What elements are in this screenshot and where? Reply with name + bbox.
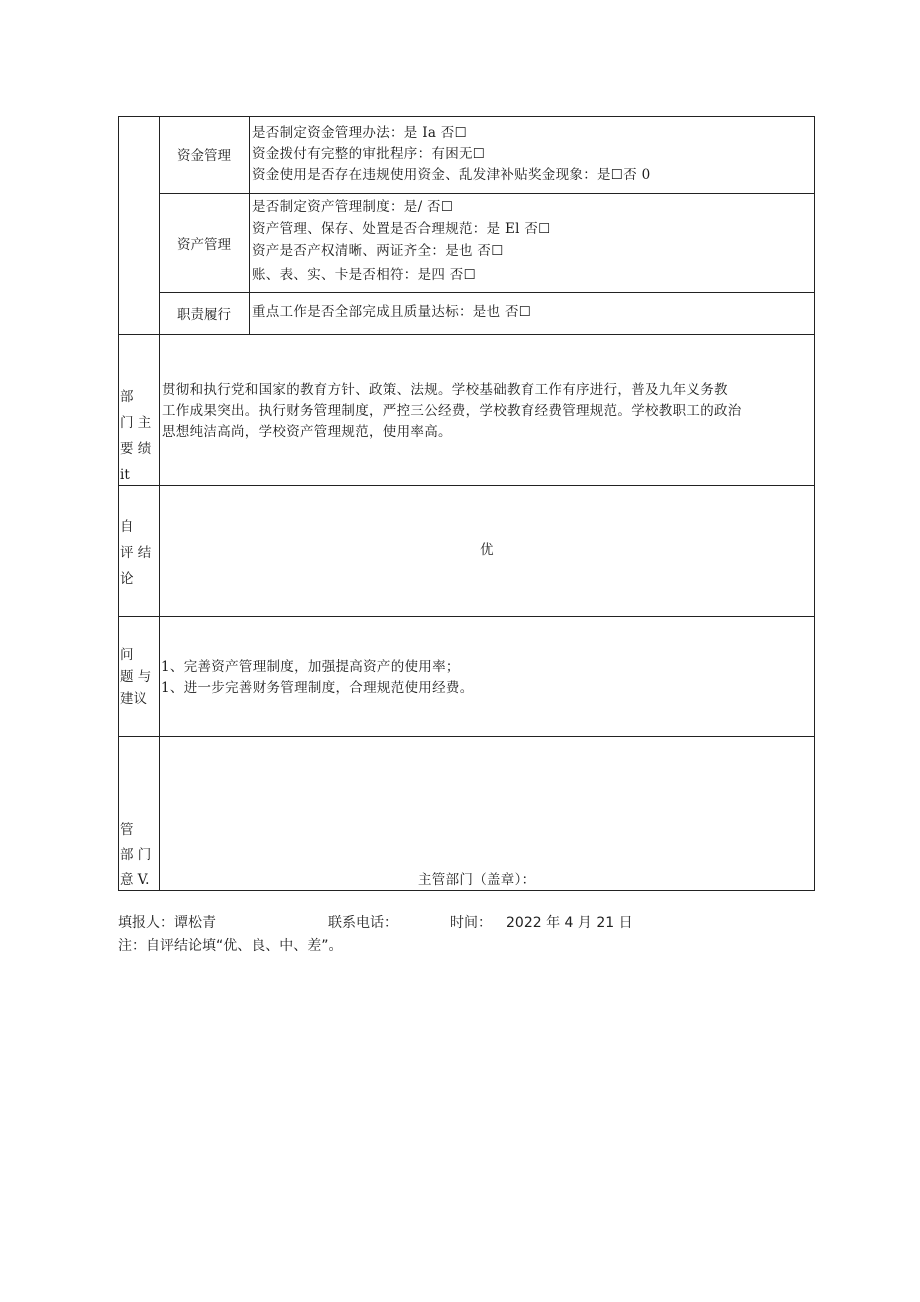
finance-label: 资金管理 [177, 148, 231, 164]
row-divider [118, 736, 815, 737]
dept-opinion-label: 管 部 门 意 V. [120, 822, 152, 888]
row-divider [159, 193, 815, 194]
assets-line: 账、表、实、卡是否相符：是四 否☐ [252, 267, 476, 283]
self-eval-value: 优 [480, 542, 494, 558]
achievements-line: 工作成果突出。执行财务管理制度，严控三公经费，学校教育经费管理规范。学校教职工的政治 [162, 403, 742, 419]
self-eval-label: 自 评 结 论 [120, 519, 152, 587]
table-border-right [814, 116, 815, 891]
achievements-label: 部 门 主 要 绩 it [120, 389, 152, 483]
achievements-line: 思想纯洁高尚，学校资产管理规范，使用率高。 [162, 424, 452, 440]
table-border-top [118, 116, 815, 117]
duty-line: 重点工作是否全部完成且质量达标：是也 否☐ [252, 304, 532, 320]
row-divider [118, 334, 815, 335]
footer-note: 注：自评结论填“优、良、中、差”。 [118, 938, 343, 954]
table-border-left [118, 116, 119, 891]
issues-line: 1、完善资产管理制度，加强提高资产的使用率； [161, 659, 460, 675]
assets-line: 资产管理、保存、处置是否合理规范：是 El 否☐ [252, 221, 551, 237]
assessment-table [118, 116, 815, 891]
assets-label: 资产管理 [177, 237, 231, 253]
duty-label: 职责履行 [177, 307, 231, 323]
achievements-line: 贯彻和执行党和国家的教育方针、政策、法规。学校基础教育工作有序进行，普及九年义务教 [162, 382, 728, 398]
row-divider [118, 616, 815, 617]
time-label: 时间： [450, 915, 492, 931]
finance-line: 资金使用是否存在违规使用资金、乱发津补贴奖金现象：是☐否 0 [252, 167, 651, 183]
issues-line: 1、进一步完善财务管理制度，合理规范使用经费。 [161, 680, 474, 696]
column-divider [249, 116, 250, 334]
assets-line: 是否制定资产管理制度：是/ 否☐ [252, 199, 454, 215]
phone-label: 联系电话： [328, 915, 398, 931]
row-divider [118, 485, 815, 486]
finance-line: 资金拨付有完整的审批程序：有困无☐ [252, 146, 486, 162]
report-date: 2022 年 4 月 21 日 [506, 915, 633, 931]
filler-name: 填报人：谭松青 [118, 915, 216, 931]
issues-label: 问 题 与 建议 [120, 647, 152, 707]
dept-sign-line: 主管部门（盖章）： [418, 872, 536, 888]
assets-line: 资产是否产权清晰、两证齐全：是也 否☐ [252, 243, 504, 259]
finance-line: 是否制定资金管理办法：是 Ia 否☐ [252, 125, 467, 141]
row-divider [159, 292, 815, 293]
